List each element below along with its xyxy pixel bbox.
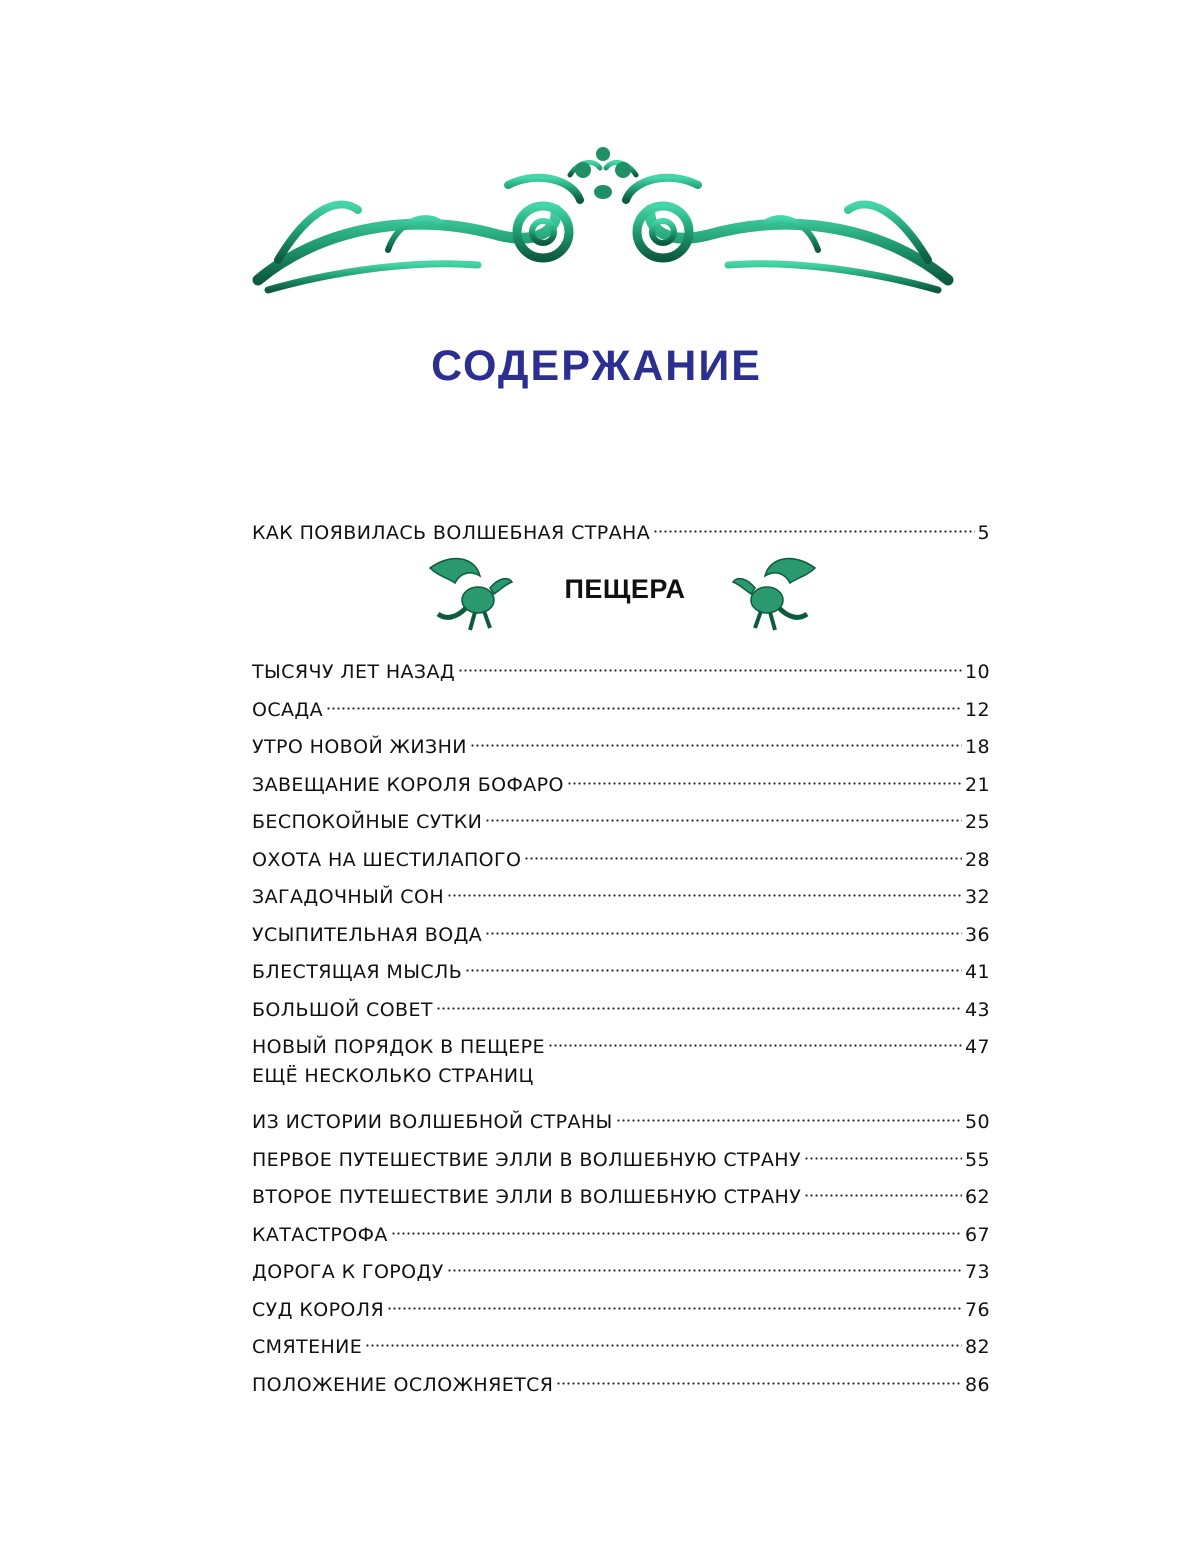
toc-entry-title: ЕЩЁ НЕСКОЛЬКО СТРАНИЦ (252, 1064, 534, 1087)
dot-leader (548, 1023, 962, 1053)
toc-entry-page: 50 (965, 1111, 990, 1133)
toc-entry-page: 47 (965, 1036, 990, 1058)
toc-entry-title: БЛЕСТЯЩАЯ МЫСЛЬ (252, 961, 463, 983)
toc-entry-page: 67 (965, 1223, 990, 1246)
toc-entry-page: 76 (965, 1298, 990, 1321)
dragon-icon (420, 548, 520, 638)
dot-leader (326, 686, 962, 716)
toc-entry[interactable] (252, 1023, 990, 1058)
toc-entry-page: 10 (965, 661, 990, 683)
toc-entry[interactable] (252, 1211, 990, 1246)
toc-entry-title: УСЫПИТЕЛЬНАЯ ВОДА (252, 923, 483, 946)
toc-entry[interactable] (252, 723, 990, 758)
dot-leader (804, 1173, 962, 1203)
section-title: ПЕЩЕРА (564, 574, 686, 604)
toc-entry-title: НОВЫЙ ПОРЯДОК В ПЕЩЕРЕ (252, 1036, 545, 1058)
toc-entry-page: 28 (965, 848, 990, 871)
toc-entry-page: 21 (965, 773, 990, 796)
toc-entry[interactable] (252, 986, 990, 1021)
dot-leader (485, 798, 962, 828)
toc-entry-page: 73 (965, 1261, 990, 1283)
toc-entry[interactable] (252, 798, 990, 833)
toc-entry-title: ОХОТА НА ШЕСТИЛАПОГО (252, 848, 522, 871)
dot-leader (804, 1136, 962, 1166)
dot-leader (447, 1248, 962, 1278)
toc-entry[interactable] (252, 686, 990, 721)
toc-entry-title: УТРО НОВОЙ ЖИЗНИ (252, 736, 467, 758)
section-heading (420, 548, 830, 638)
toc-entry[interactable] (252, 1361, 990, 1396)
toc-entry-page: 62 (965, 1186, 990, 1208)
toc-entry-title: ИЗ ИСТОРИИ ВОЛШЕБНОЙ СТРАНЫ (252, 1111, 613, 1133)
toc-entry[interactable] (252, 948, 990, 983)
dot-leader (524, 836, 962, 866)
toc-entry-page: 12 (965, 698, 990, 721)
toc-entry[interactable] (252, 1248, 990, 1283)
toc-entry-page: 18 (965, 736, 990, 758)
toc-entry[interactable] (252, 1061, 990, 1091)
dot-leader (387, 1286, 962, 1316)
toc-entry[interactable] (252, 1173, 990, 1208)
toc-entry-page: 86 (965, 1373, 990, 1396)
toc-entry-title: СУД КОРОЛЯ (252, 1298, 385, 1321)
dot-leader (365, 1323, 962, 1353)
toc-entry-title: ОСАДА (252, 698, 324, 721)
toc-entry-title: ПОЛОЖЕНИЕ ОСЛОЖНЯЕТСЯ (252, 1373, 554, 1396)
toc-entry-page: 43 (965, 998, 990, 1021)
toc-entry[interactable] (252, 873, 990, 908)
toc-entry[interactable] (252, 761, 990, 796)
toc-entry-title: ЗАГАДОЧНЫЙ СОН (252, 886, 445, 908)
toc-entry-page: 82 (965, 1336, 990, 1358)
toc-entry-title: БОЛЬШОЙ СОВЕТ (252, 998, 433, 1021)
toc-entry-title: ТЫСЯЧУ ЛЕТ НАЗАД (252, 661, 456, 683)
dragon-icon (725, 548, 825, 638)
toc-entry[interactable] (252, 911, 990, 946)
toc-entry-intro[interactable] (252, 509, 990, 544)
toc-entry[interactable] (252, 648, 990, 683)
dot-leader (470, 723, 962, 753)
toc-entry-page: 25 (965, 811, 990, 833)
toc-entry-page: 41 (965, 961, 990, 983)
header-ornament (238, 140, 968, 310)
toc-entry[interactable] (252, 1136, 990, 1171)
toc-entry-title: СМЯТЕНИЕ (252, 1336, 363, 1358)
dot-leader (465, 948, 962, 978)
dot-leader (436, 986, 962, 1016)
toc-entry-title: ДОРОГА К ГОРОДУ (252, 1261, 444, 1283)
toc-entry-title: КАК ПОЯВИЛАСЬ ВОЛШЕБНАЯ СТРАНА (252, 522, 651, 544)
toc-entry[interactable] (252, 836, 990, 871)
dot-leader (556, 1361, 962, 1391)
ornament-left-half (258, 162, 600, 290)
dot-leader (567, 761, 962, 791)
toc-entry-page: 36 (965, 923, 990, 946)
ornament-center-crest (575, 147, 631, 199)
toc-entry[interactable] (252, 1098, 990, 1133)
dot-leader (616, 1098, 962, 1128)
page-title: СОДЕРЖАНИЕ (431, 342, 762, 390)
toc-entry-page: 32 (965, 886, 990, 908)
toc-entry[interactable] (252, 1286, 990, 1321)
dot-leader (653, 509, 974, 539)
toc-entry[interactable] (252, 1323, 990, 1358)
toc-entry-title: КАТАСТРОФА (252, 1223, 388, 1246)
toc-entry-page: 5 (977, 522, 990, 544)
dot-leader (485, 911, 962, 941)
ornament-right-half (606, 162, 948, 290)
toc-entry-title: ПЕРВОЕ ПУТЕШЕСТВИЕ ЭЛЛИ В ВОЛШЕБНУЮ СТРАНУ (252, 1148, 801, 1171)
dot-leader (447, 873, 962, 903)
toc-entry-title: ВТОРОЕ ПУТЕШЕСТВИЕ ЭЛЛИ В ВОЛШЕБНУЮ СТРАНУ (252, 1186, 802, 1208)
toc-entry-title: БЕСПОКОЙНЫЕ СУТКИ (252, 811, 483, 833)
dot-leader (458, 648, 962, 678)
toc-entry-page: 55 (965, 1148, 990, 1171)
dot-leader (391, 1211, 962, 1241)
toc-entry-title: ЗАВЕЩАНИЕ КОРОЛЯ БОФАРО (252, 773, 564, 796)
